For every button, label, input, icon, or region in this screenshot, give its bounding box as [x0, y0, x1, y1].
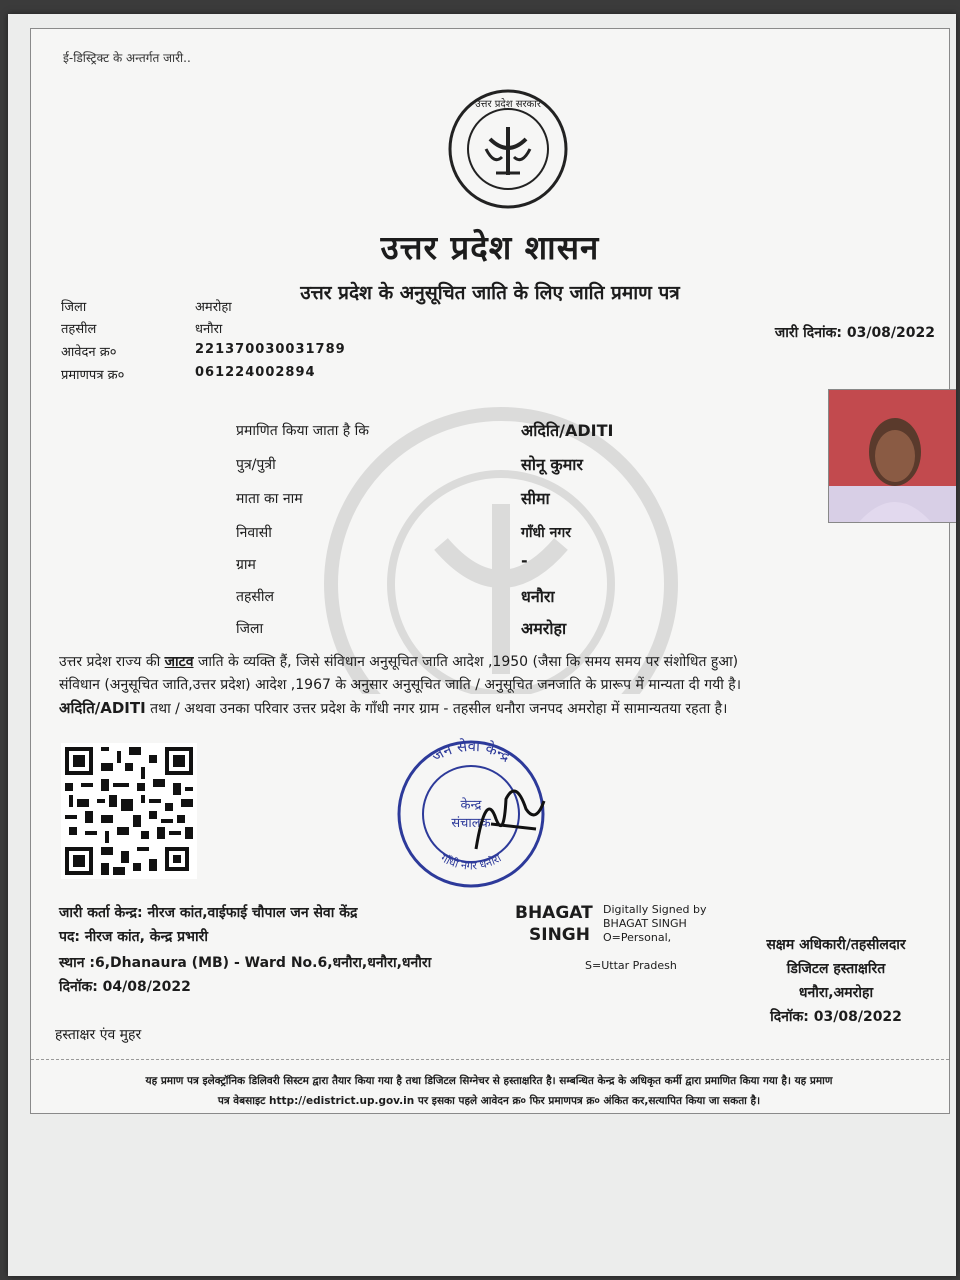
- resident-label: निवासी: [236, 525, 272, 541]
- village-value: -: [521, 551, 528, 570]
- footer-divider: [31, 1059, 949, 1060]
- svg-text:उत्तर प्रदेश सरकार: उत्तर प्रदेश सरकार: [475, 99, 541, 110]
- up-government-emblem: [446, 87, 570, 211]
- certify-label: प्रमाणित किया जाता है कि: [236, 423, 370, 439]
- field-district-label: जिला: [236, 621, 264, 637]
- competent-authority: [731, 933, 941, 1029]
- district-value: अमरोहा: [195, 300, 232, 315]
- certificate-statement: [59, 651, 949, 721]
- certificate-label: प्रमाणपत्र क्र०: [61, 368, 125, 383]
- statement-line-2: संविधान (अनुसूचित जाति,उत्तर प्रदेश) आदेश ,1967 के अनुसार अनुसूचित जाति / अनुसूचित जनजाति के प्रारूप में मान्यता दी गयी है।: [59, 677, 742, 693]
- field-tehsil-label: तहसील: [236, 589, 274, 605]
- statement-line-1: उत्तर प्रदेश राज्य की जाटव जाति के व्यक्ति हैं, जिसे संविधान अनुसूचित जाति आदेश ,1950 (जैसा कि समय समय पर संशोधित हुआ): [59, 654, 739, 670]
- signature-detail-4: S=Uttar Pradesh: [585, 959, 677, 972]
- verification-qr-code: [61, 743, 197, 879]
- mother-label: माता का नाम: [236, 491, 303, 507]
- svg-text:केन्द्र: केन्द्र: [460, 798, 482, 813]
- authority-location: धनौरा,अमरोहा: [798, 985, 874, 1001]
- district-label: जिला: [61, 300, 87, 315]
- certificate-subtitle: उत्तर प्रदेश के अनुसूचित जाति के लिए जाति प्रमाण पत्र: [300, 282, 680, 304]
- issuer-designation: पद: नीरज कांत, केन्द्र प्रभारी: [59, 929, 208, 945]
- edistrict-note: ई-डिस्ट्रिक्ट के अन्तर्गत जारी..: [63, 51, 191, 65]
- tehsil-label: तहसील: [61, 322, 97, 337]
- signer-name-line-1: BHAGAT: [515, 903, 593, 923]
- certificate-page: [8, 14, 956, 1276]
- application-label: आवेदन क्र०: [61, 345, 117, 360]
- parent-name: सोनू कुमार: [521, 455, 583, 474]
- village-label: ग्राम: [236, 557, 256, 573]
- mother-name: सीमा: [521, 489, 550, 508]
- authority-signed: डिजिटल हस्ताक्षरित: [786, 961, 886, 977]
- statement-line-3: अदिति/ADITI तथा / अथवा उनका परिवार उत्तर प्रदेश के गाँधी नगर ग्राम - तहसील धनौरा जनपद अमरोहा में सामान्यतया रहता है।: [59, 699, 728, 717]
- caste-name: जाटव: [164, 654, 194, 670]
- resident-value: गाँधी नगर: [521, 525, 571, 541]
- authority-title: सक्षम अधिकारी/तहसीलदार: [766, 937, 906, 953]
- disclaimer-line-1: यह प्रमाण पत्र इलेक्ट्रॉनिक डिलिवरी सिस्टम द्वारा तैयार किया गया है तथा डिजिटल सिग्नेचर से हस्ताक्षरित है। सम्बन्धित केन्द्र के अधिकृत कर्मी द्वारा प्रमाणित किया गया है। यह प्रमाण: [145, 1075, 833, 1087]
- disclaimer-line-2: पत्र वेबसाइट http://edistrict.up.gov.in पर इसका पहले आवेदन क्र० फिर प्रमाणपत्र क्र० अंकित कर,सत्यापित किया जा सकता है।: [217, 1095, 761, 1107]
- issuer-date: दिनॉक: 04/08/2022: [59, 979, 191, 995]
- issuing-centre: जारी कर्ता केन्द्र: नीरज कांत,वाईफाई चौपाल जन सेवा केंद्र: [59, 905, 358, 921]
- page-title: उत्तर प्रदेश शासन: [380, 228, 600, 267]
- svg-text:संचालक: संचालक: [451, 816, 491, 831]
- signature-detail-2: BHAGAT SINGH: [603, 917, 687, 930]
- field-district-value: अमरोहा: [521, 619, 567, 638]
- signature-detail-3: O=Personal,: [603, 931, 672, 944]
- issue-date-label: जारी दिनांक:: [774, 325, 842, 341]
- issue-date: [775, 323, 935, 342]
- signature-and-seal-label: हस्ताक्षर एंव मुहर: [55, 1027, 142, 1043]
- applicant-name: अदिति/ADITI: [521, 421, 614, 440]
- tehsil-value: धनौरा: [195, 322, 223, 337]
- field-tehsil-value: धनौरा: [521, 587, 555, 606]
- issuer-place: स्थान :6,Dhanaura (MB) - Ward No.6,धनौरा,धनौरा,धनौरा: [59, 955, 432, 971]
- verification-disclaimer: [49, 1071, 929, 1111]
- certificate-number: 061224002894: [195, 365, 316, 380]
- application-number: 221370030031789: [195, 342, 346, 357]
- applicant-photo: [828, 389, 956, 523]
- svg-text:गाँधी नगर धनौरा: गाँधी नगर धनौरा: [438, 851, 504, 873]
- certificate-sheet: [30, 28, 950, 1114]
- jan-seva-kendra-stamp: [386, 729, 556, 899]
- parent-label: पुत्र/पुत्री: [236, 457, 276, 473]
- svg-text:जन सेवा केन्द्र: जन सेवा केन्द्र: [428, 736, 514, 766]
- issue-date-value: 03/08/2022: [846, 325, 935, 341]
- signer-name-line-2: SINGH: [529, 925, 590, 945]
- authority-date: दिनॉक: 03/08/2022: [770, 1009, 902, 1025]
- signature-detail-1: Digitally Signed by: [603, 903, 707, 916]
